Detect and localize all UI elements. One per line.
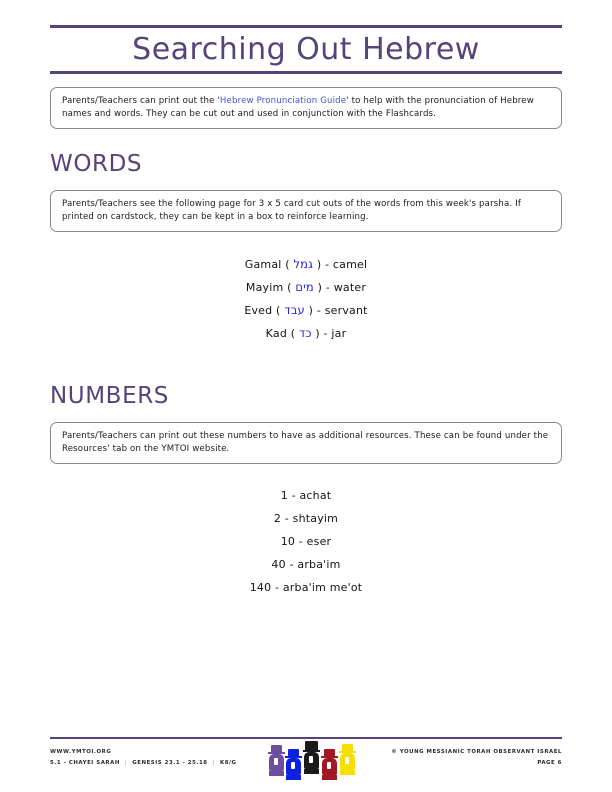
footer-rule	[50, 737, 562, 739]
words-note-box	[50, 190, 562, 232]
footer-lesson: 5.1 - CHAYEI SARAH	[50, 760, 120, 766]
logo-figure-red	[321, 749, 338, 780]
footer-website[interactable]: WWW.YMTOI.ORG	[50, 749, 112, 755]
word-transliteration: Eved	[244, 304, 273, 317]
word-hebrew: גמל	[293, 257, 314, 271]
numbers-list	[50, 484, 562, 599]
word-hebrew: עבד	[284, 303, 305, 317]
word-hebrew: כד	[298, 326, 312, 340]
numbers-section-heading: NUMBERS	[50, 383, 169, 409]
numbers-note-text: Parents/Teachers can print out these numbers to have as additional resources. These can be found under the Resources' tab on the YMTOI website.	[62, 431, 549, 454]
numbers-note-box	[50, 422, 562, 464]
footer-separator: |	[212, 760, 215, 766]
word-meaning: servant	[324, 304, 368, 317]
logo-figure-black	[303, 741, 320, 774]
footer-scripture: GENESIS 23.1 - 25.18	[132, 760, 208, 766]
word-meaning: camel	[332, 258, 368, 271]
words-note-text: Parents/Teachers see the following page for 3 x 5 card cut outs of the words from this week's parsha. If printed on cardstock, they can be kept in a box to reinforce learning.	[62, 199, 522, 222]
list-item: Mayim ( מים ) - water	[245, 280, 367, 294]
word-meaning: jar	[331, 327, 347, 340]
footer-right-block	[391, 746, 562, 769]
words-list	[50, 253, 562, 345]
intro-text-after-link: ' to help with the pronunciation of Hebrew names and words. They can be cut out and used in conjunction with the Flashcards.	[62, 96, 534, 119]
list-item: 2 - shtayim	[273, 512, 339, 525]
footer-copyright: © YOUNG MESSIANIC TORAH OBSERVANT ISRAEL	[391, 749, 562, 755]
list-item: 140 - arba'im me'ot	[249, 581, 363, 594]
intro-note-box	[50, 87, 562, 129]
word-transliteration: Gamal	[244, 258, 282, 271]
footer-grade: K8/G	[219, 760, 237, 766]
word-hebrew: מים	[295, 280, 314, 294]
ymtoi-logo	[268, 742, 360, 780]
logo-figure-purple	[268, 745, 285, 776]
list-item: Gamal ( גמל ) - camel	[244, 257, 368, 271]
word-meaning: water	[333, 281, 367, 294]
footer-left-block	[50, 746, 237, 769]
list-item: Kad ( כד ) - jar	[265, 326, 347, 340]
page-title: Searching Out Hebrew	[132, 32, 480, 67]
list-item: 10 - eser	[280, 535, 332, 548]
intro-text-before-link: Parents/Teachers can print out the '	[62, 96, 220, 106]
logo-figure-yellow	[339, 744, 356, 775]
header-rule-bottom	[50, 71, 562, 74]
page-footer	[50, 737, 562, 780]
footer-columns	[50, 746, 562, 780]
list-item: 1 - achat	[280, 489, 332, 502]
words-section-heading: WORDS	[50, 151, 143, 177]
intro-note-text	[62, 95, 550, 120]
footer-separator: |	[124, 760, 128, 766]
list-item: 40 - arba'im	[271, 558, 341, 571]
footer-lesson-line	[50, 758, 237, 769]
word-transliteration: Kad	[265, 327, 287, 340]
footer-page-number: PAGE 6	[537, 760, 562, 766]
word-transliteration: Mayim	[245, 281, 284, 294]
list-item: Eved ( עבד ) - servant	[244, 303, 368, 317]
hebrew-pronunciation-guide-link[interactable]: Hebrew Pronunciation Guide	[219, 96, 347, 106]
logo-figure-blue	[285, 749, 302, 780]
